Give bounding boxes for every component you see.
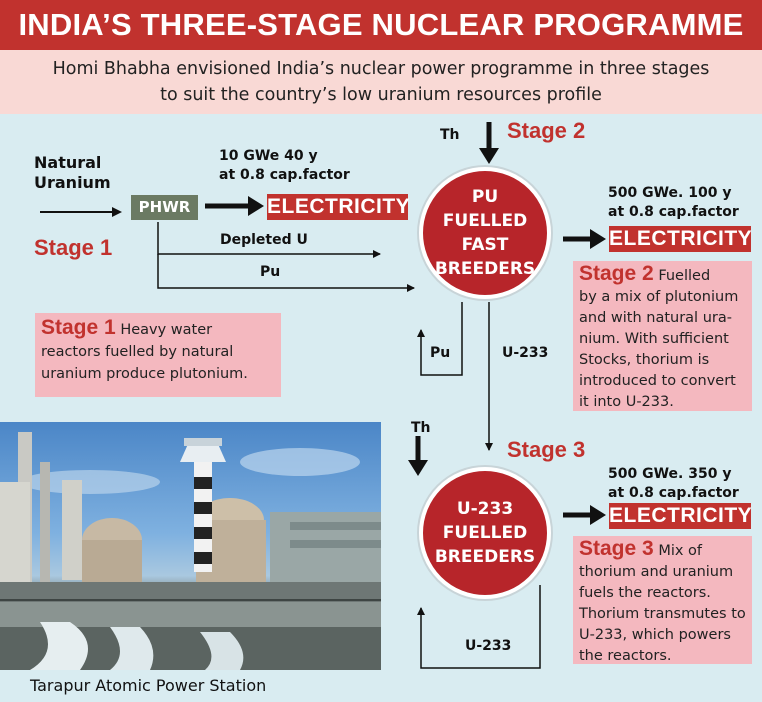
pu-fast-breeders-circle [419,167,551,299]
stage2-electricity-label: ELECTRICITY [609,227,753,250]
stage3-desc-title: Stage 3 [579,537,654,560]
stage1-label: Stage 1 [34,235,113,260]
stage2-desc-text-7: it into U-233. [579,394,674,410]
stage2-desc-text-3: and with natural ura- [579,310,732,326]
stage3-description [573,536,752,664]
stage3-thorium-head [408,460,428,476]
phwr-to-electricity-head [248,196,264,216]
stage2-circle-line-1: PU [471,187,499,207]
stage2-thorium-head [479,148,499,164]
stage2-desc-text-2: by a mix of plutonium [579,289,739,305]
stage1-output-line-1: 10 GWe 40 y [219,148,318,164]
stage3-electricity-head [590,505,606,525]
stage3-desc-text-2: thorium and uranium [579,564,734,580]
subtitle [0,50,762,114]
pu-line [158,254,414,288]
stage3-u233-loop-label: U-233 [465,638,512,654]
stage3-label: Stage 3 [507,437,586,462]
stage2-desc-text-5: Stocks, thorium is [579,352,710,368]
natural-uranium-line-1: Natural [34,153,102,172]
tarapur-station-photo [0,422,381,670]
stage1-desc-text-2: reactors fuelled by natural [41,344,234,360]
stage1-desc-title: Stage 1 [41,316,116,339]
stage3-output-label [608,465,739,503]
depleted-u-label: Depleted U [220,232,308,248]
stage3-circle-line-2: FUELLED [442,523,528,543]
stage2-circle-line-4: BREEDERS [434,259,536,279]
phwr-box: PHWR [131,195,198,220]
stage2-circle-line-3: FAST [461,235,509,255]
stage2-desc-text-6: introduced to convert [579,373,736,389]
subtitle-line-2: to suit the country’s low uranium resources profile [160,85,602,105]
pu-loop-line [421,302,462,375]
stage1-desc-text-1: Heavy water [120,322,213,338]
stage1-output-line-2: at 0.8 cap.factor [219,167,350,183]
stage3-desc-text-1: Mix of [658,543,703,559]
stage3-output-line-1: 500 GWe. 350 y [608,466,732,482]
stage2-pu-loop-label: Pu [430,345,451,361]
subtitle-line-1: Homi Bhabha envisioned India’s nuclear power programme in three stages [52,59,710,79]
stage1-electricity-label: ELECTRICITY [267,195,411,218]
stage2-label: Stage 2 [507,118,586,143]
stage2-thorium-label: Th [440,127,460,143]
stage1-desc-text-3: uranium produce plutonium. [41,366,248,382]
stage3-circle-line-1: U-233 [456,499,514,519]
stage3-desc-text-3: fuels the reactors. [579,585,711,601]
stage2-desc-title: Stage 2 [579,262,654,285]
stage2-desc-text-4: nium. With sufficient [579,331,729,347]
stage3-desc-text-4: Thorium transmutes to [579,606,746,622]
stage3-output-line-2: at 0.8 cap.factor [608,485,739,501]
stage2-output-line-2: at 0.8 cap.factor [608,204,739,220]
stage2-electricity-head [590,229,606,249]
stage2-output-line-1: 500 GWe. 100 y [608,185,732,201]
stage2-description [573,261,752,411]
stage3-desc-text-6: the reactors. [579,648,672,664]
stage2-circle-line-2: FUELLED [442,211,528,231]
natural-uranium-label [34,153,111,193]
natural-uranium-line-2: Uranium [34,173,111,192]
stage3-desc-text-5: U-233, which powers [579,627,731,643]
stage3-electricity-label: ELECTRICITY [609,504,753,527]
stage1-description [35,313,281,397]
stage1-output-label [219,147,350,185]
photo-caption: Tarapur Atomic Power Station [30,676,267,695]
page-title: INDIA’S THREE-STAGE NUCLEAR PROGRAMME [0,0,762,50]
stage2-desc-text-1: Fuelled [658,268,711,284]
station-illustration [0,422,381,670]
pu-flow-label: Pu [260,264,281,280]
stage3-circle-line-3: BREEDERS [434,547,536,567]
stage2-output-label [608,184,739,222]
stage3-thorium-label: Th [411,420,431,436]
stage2-u233-label: U-233 [502,345,549,361]
u233-breeders-circle [419,467,551,599]
